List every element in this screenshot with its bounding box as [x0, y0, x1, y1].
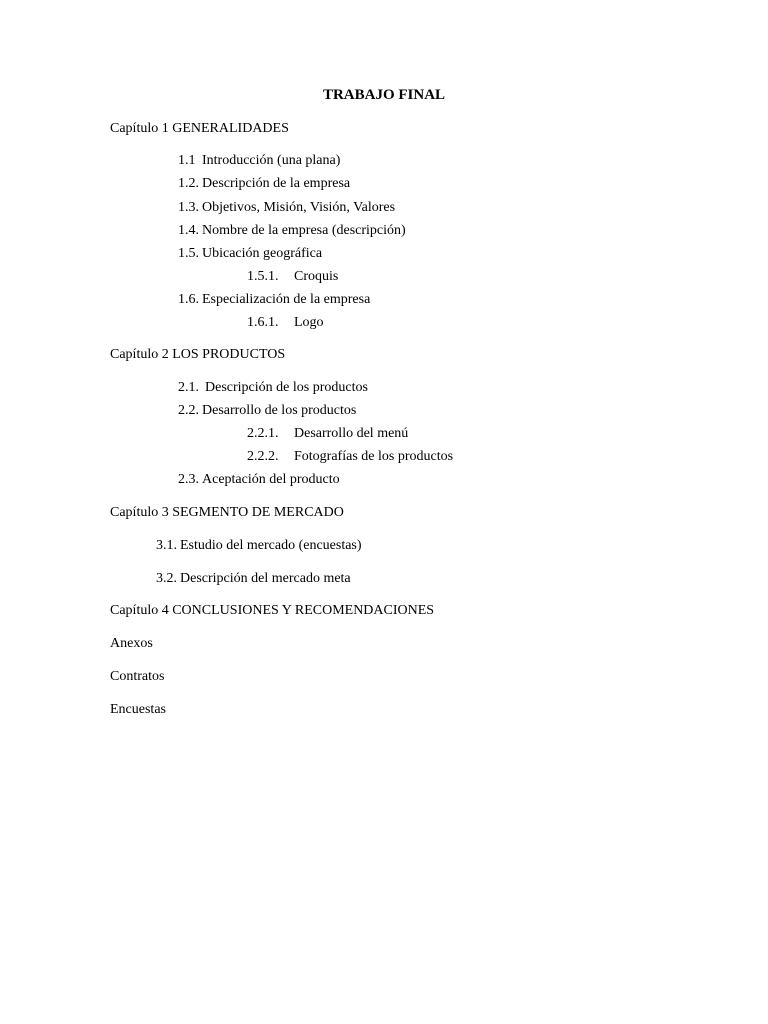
chapter-4-heading: Capítulo 4 CONCLUSIONES Y RECOMENDACIONES: [110, 603, 435, 618]
toc-number: 1.1: [178, 153, 196, 168]
toc-number: 2.2.1.: [247, 426, 279, 441]
toc-text: Nombre de la empresa (descripción): [202, 223, 406, 238]
toc-text: Introducción (una plana): [202, 153, 341, 168]
toc-number: 2.2.: [178, 403, 199, 418]
toc-text: Estudio del mercado (encuestas): [180, 538, 362, 553]
toc-number: 2.2.2.: [247, 449, 279, 464]
chapter-3-heading: Capítulo 3 SEGMENTO DE MERCADO: [110, 505, 344, 520]
toc-number: 1.5.: [178, 246, 199, 261]
toc-number: 2.1.: [178, 380, 199, 395]
encuestas-heading: Encuestas: [110, 702, 166, 717]
toc-text: Aceptación del producto: [202, 472, 340, 487]
chapter-1-heading: Capítulo 1 GENERALIDADES: [110, 121, 289, 136]
toc-text: Descripción del mercado meta: [180, 571, 351, 586]
chapter-2-heading: Capítulo 2 LOS PRODUCTOS: [110, 347, 286, 362]
toc-number: 1.5.1.: [247, 269, 279, 284]
toc-number: 3.2.: [156, 571, 177, 586]
toc-text: Croquis: [294, 269, 339, 284]
toc-text: Ubicación geográfica: [202, 246, 323, 261]
toc-text: Logo: [294, 315, 324, 330]
toc-number: 1.2.: [178, 176, 199, 191]
toc-number: 1.6.: [178, 292, 199, 307]
toc-text: Desarrollo del menú: [294, 426, 409, 441]
toc-number: 1.6.1.: [247, 315, 279, 330]
anexos-heading: Anexos: [110, 636, 153, 651]
toc-number: 2.3.: [178, 472, 199, 487]
toc-number: 1.3.: [178, 200, 199, 215]
toc-text: Fotografías de los productos: [294, 449, 454, 464]
document-title: TRABAJO FINAL: [322, 87, 446, 103]
contratos-heading: Contratos: [110, 669, 165, 684]
toc-number: 1.4.: [178, 223, 199, 238]
toc-text: Desarrollo de los productos: [202, 403, 357, 418]
toc-number: 3.1.: [156, 538, 177, 553]
toc-text: Descripción de la empresa: [202, 176, 351, 191]
toc-text: Especialización de la empresa: [202, 292, 371, 307]
toc-text: Descripción de los productos: [205, 380, 368, 395]
toc-text: Objetivos, Misión, Visión, Valores: [202, 200, 396, 215]
